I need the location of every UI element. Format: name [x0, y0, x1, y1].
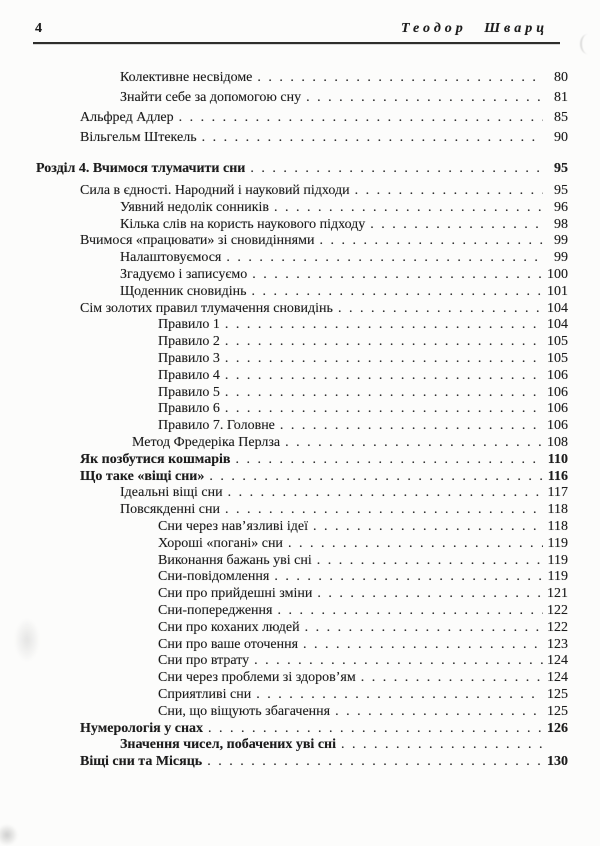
toc-entry	[158, 704, 568, 721]
toc-entry-title: Сприятливі сни	[158, 686, 252, 702]
toc-entry-page: 121	[547, 586, 568, 602]
dot-leader	[228, 485, 543, 502]
toc-entry	[132, 435, 568, 452]
toc-entry-page: 119	[547, 552, 568, 568]
toc-entry-title: Правило 3	[158, 350, 220, 366]
header-rule	[33, 42, 560, 44]
toc-entry-page: 122	[547, 619, 568, 635]
toc-entry	[158, 553, 568, 570]
toc-entry-page: 124	[547, 653, 568, 669]
dot-leader	[280, 418, 543, 435]
dot-leader	[361, 670, 543, 687]
dot-leader	[338, 301, 543, 318]
dot-leader	[209, 469, 543, 486]
dot-leader	[252, 284, 543, 301]
dot-leader	[305, 620, 543, 637]
toc-entry-page: 80	[554, 70, 568, 85]
toc-entry-page: 130	[547, 754, 568, 770]
dot-leader	[254, 653, 543, 670]
dot-leader	[355, 183, 543, 200]
toc-entry-page: 117	[547, 485, 568, 501]
toc-entry-page: 119	[547, 569, 568, 585]
toc-entry	[158, 334, 568, 351]
dot-leader	[370, 217, 543, 234]
toc-entry-title: Сни про ваше оточення	[158, 636, 299, 652]
toc-entry-title: Сни про коханих людей	[158, 619, 300, 635]
toc-entry	[158, 569, 568, 586]
running-title: Теодор Шварц	[400, 21, 548, 36]
dot-leader	[225, 351, 543, 368]
folio-page-number: 4	[35, 21, 42, 36]
toc-entry	[158, 670, 568, 687]
dot-leader	[202, 128, 543, 148]
toc-entry-title: Хороші «погані» сни	[158, 535, 283, 551]
dot-leader	[285, 435, 543, 452]
toc-entry-page: 90	[554, 130, 568, 145]
toc-entry-page: 96	[554, 199, 568, 215]
toc-entry-page: 110	[547, 451, 568, 467]
toc-entry	[158, 351, 568, 368]
toc-entry-page: 95	[554, 161, 568, 176]
toc-entry	[120, 250, 568, 267]
toc-entry-title: Альфред Адлер	[80, 110, 174, 125]
dot-leader	[225, 334, 543, 351]
toc-entry-page: 105	[547, 334, 568, 350]
toc-entry	[80, 469, 568, 486]
toc-entry-page: 125	[547, 703, 568, 719]
dot-leader	[252, 267, 543, 284]
toc-entry	[158, 586, 568, 603]
toc-entry	[80, 128, 568, 148]
dot-leader	[179, 108, 543, 128]
toc-entry-title: Виконання бажань уві сні	[158, 552, 312, 568]
toc-entry	[120, 284, 568, 301]
toc-entry-page: 106	[547, 418, 568, 434]
toc-entry-title: Значення чисел, побачених уві сні	[120, 737, 336, 753]
toc-entry-page: 104	[547, 317, 568, 333]
toc-entry-title: Розділ 4. Вчимося тлумачити сни	[36, 161, 246, 176]
dot-leader	[274, 200, 543, 217]
toc-entry-title: Сім золотих правил тлумачення сновидінь	[80, 300, 333, 316]
toc-entry-title: Колективне несвідоме	[120, 70, 253, 85]
dot-leader	[335, 704, 543, 721]
toc-entry-page: 126	[547, 720, 568, 736]
dot-leader	[317, 553, 543, 570]
dot-leader	[317, 586, 543, 603]
running-header	[0, 0, 600, 37]
toc-entry-title: Правило 2	[158, 334, 220, 350]
toc-entry	[120, 88, 568, 108]
toc-entry	[120, 68, 568, 88]
toc-entry-page: 106	[547, 384, 568, 400]
toc-entry-title: Сни-повідомлення	[158, 569, 270, 585]
toc-entry-page: 95	[554, 183, 568, 198]
toc-entry-title: Вчимося «працювати» зі сновидіннями	[80, 233, 315, 249]
toc-entry-page: 101	[547, 283, 568, 299]
dot-leader	[306, 88, 543, 108]
toc-entry	[80, 721, 568, 738]
toc-entry-title: Сни-попередження	[158, 602, 273, 618]
toc-entry-title: Правило 6	[158, 401, 220, 417]
toc-entry-title: Віщі сни та Місяць	[80, 754, 203, 770]
toc-entry-page: 99	[554, 233, 568, 249]
toc-entry-page: 124	[547, 670, 568, 686]
toc-entry-page: 99	[554, 250, 568, 266]
toc-entry-title: Ідеальні віщі сни	[120, 485, 223, 501]
toc-entry	[120, 267, 568, 284]
toc-entry-title: Сни, що віщують збагачення	[158, 703, 331, 719]
toc-entry-page: 125	[547, 686, 568, 702]
toc-entry-page: 119	[547, 535, 568, 551]
toc-entry	[120, 502, 568, 519]
scan-smudge	[0, 824, 18, 846]
toc-entry-page: 104	[547, 300, 568, 316]
dot-leader	[225, 385, 543, 402]
toc-entry-page: 108	[547, 434, 568, 450]
toc-entry	[158, 687, 568, 704]
toc-entry-title: Кілька слів на користь наукового підходу	[120, 216, 366, 232]
dot-leader	[319, 233, 543, 250]
dot-leader	[250, 160, 543, 178]
table-of-contents	[0, 68, 600, 771]
toc-entry-title: Сни про прийдешні зміни	[158, 586, 313, 602]
toc-entry-page: 98	[554, 216, 568, 232]
dot-leader	[303, 637, 543, 654]
dot-leader	[257, 68, 543, 88]
dot-leader	[226, 250, 543, 267]
toc-entry-title: Сила в єдності. Народний і науковий підходи	[80, 183, 350, 198]
toc-entry	[158, 418, 568, 435]
toc-entry-title: Правило 7. Головне	[158, 418, 275, 434]
toc-entry-page: 106	[547, 367, 568, 383]
dot-leader	[235, 452, 543, 469]
dot-leader	[274, 569, 543, 586]
toc-entry-title: Щоденник сновидінь	[120, 283, 247, 299]
toc-entry	[158, 603, 568, 620]
dot-leader	[225, 317, 543, 334]
toc-entry-title: Сни про втрату	[158, 653, 250, 669]
toc-entry-title: Знайти себе за допомогою сну	[120, 90, 302, 105]
toc-entry-page: 81	[554, 90, 568, 105]
toc-entry-page: 123	[547, 636, 568, 652]
toc-entry-page: 85	[554, 110, 568, 125]
toc-entry-page: 118	[547, 518, 568, 534]
toc-entry-title: Сни через проблеми зі здоров’ям	[158, 670, 356, 686]
toc-entry-title: Метод Фредеріка Перлза	[132, 434, 281, 450]
toc-entry	[158, 620, 568, 637]
dot-leader	[207, 754, 543, 771]
dot-leader	[225, 502, 543, 519]
toc-entry-page: 116	[547, 468, 568, 484]
toc-entry	[80, 108, 568, 128]
toc-entry	[120, 217, 568, 234]
toc-entry-page: 106	[547, 401, 568, 417]
toc-entry	[120, 737, 568, 754]
toc-entry-title: Уявний недолік сонників	[120, 199, 269, 215]
toc-entry	[120, 200, 568, 217]
toc-entry	[120, 485, 568, 502]
dot-leader	[256, 687, 543, 704]
toc-entry	[80, 452, 568, 469]
toc-entry-title: Повсякденні сни	[120, 502, 221, 518]
toc-entry	[158, 519, 568, 536]
toc-entry-title: Сни через нав’язливі ідеї	[158, 518, 309, 534]
toc-entry-page: 105	[547, 350, 568, 366]
toc-entry-page: 118	[547, 502, 568, 518]
toc-entry	[158, 401, 568, 418]
toc-entry	[158, 317, 568, 334]
dot-leader	[288, 536, 543, 553]
toc-entry-title: Правило 5	[158, 384, 220, 400]
dot-leader	[225, 368, 543, 385]
toc-entry-title: Правило 4	[158, 367, 220, 383]
toc-entry-title: Згадуємо і записуємо	[120, 266, 248, 282]
toc-entry-title: Правило 1	[158, 317, 220, 333]
toc-entry	[158, 653, 568, 670]
dot-leader	[225, 401, 543, 418]
toc-entry-title: Вільгельм Штекель	[80, 130, 197, 145]
scan-artifact	[580, 34, 596, 54]
toc-entry	[158, 368, 568, 385]
toc-entry	[158, 385, 568, 402]
toc-entry	[158, 536, 568, 553]
toc-entry	[80, 301, 568, 318]
dot-leader	[313, 519, 543, 536]
toc-entry	[158, 637, 568, 654]
toc-entry	[80, 754, 568, 771]
toc-entry-page: 122	[547, 602, 568, 618]
toc-entry-title: Налаштовуємося	[120, 250, 222, 266]
toc-entry	[80, 233, 568, 250]
toc-entry-title: Як позбутися кошмарів	[80, 451, 231, 467]
toc-entry-title: Що таке «віщі сни»	[80, 468, 205, 484]
dot-leader	[208, 721, 543, 738]
toc-entry-title: Нумерологія у снах	[80, 720, 204, 736]
toc-entry	[36, 160, 568, 178]
dot-leader	[277, 603, 543, 620]
toc-entry-page: 100	[547, 266, 568, 282]
toc-entry	[80, 183, 568, 200]
dot-leader	[341, 737, 543, 754]
